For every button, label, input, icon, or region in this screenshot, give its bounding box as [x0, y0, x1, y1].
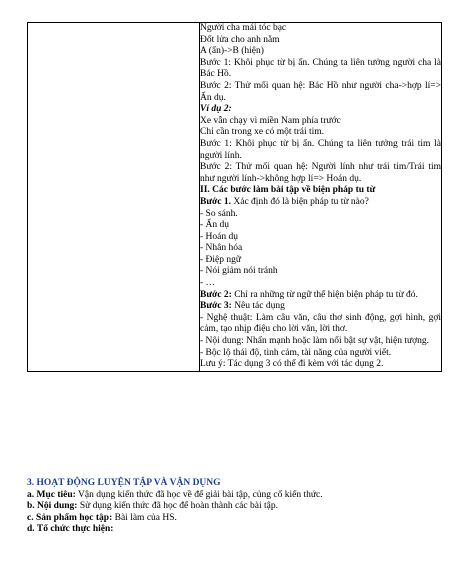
objective-line — [27, 490, 442, 502]
product-line — [27, 513, 442, 525]
poem-line: Chỉ cần trong xe có một trái tim. — [200, 127, 325, 138]
list-item: - Nội dung: Nhấn mạnh hoặc làm nổi bật sự vật, hiện tượng. — [200, 336, 430, 347]
example-heading: Ví dụ 2: — [200, 104, 232, 115]
step-text: Bước 2: Thử mối quan hệ: Người lính như trái tim/Trái tim như người lính->không hợp lí=> Hoán dụ. — [200, 162, 441, 184]
list-item: - Nói giảm nói tránh — [200, 266, 278, 277]
content-label: b. Nội dung: — [27, 501, 78, 512]
step-text: Bước 2: Thử mối quan hệ: Bác Hồ như người cha->hợp lí=> Ẩn dụ. — [200, 80, 441, 103]
organization-line — [27, 524, 442, 536]
step-body: Nêu tác dụng — [231, 301, 285, 312]
step-label: Bước 1. — [200, 196, 232, 207]
poem-line: Xe vẫn chạy vì miền Nam phía trước — [200, 115, 341, 126]
list-item: - Nhân hóa — [200, 243, 243, 254]
objective-text: Vận dụng kiến thức đã học về để giải bài tập, củng cố kiến thức. — [75, 489, 323, 500]
section-3 — [27, 478, 442, 536]
list-item: - … — [200, 278, 216, 289]
left-empty-cell — [28, 23, 200, 372]
poem-line: Đốt lửa cho anh nằm — [200, 34, 280, 45]
section-heading: II. Các bước làm bài tập về biện pháp tu từ — [200, 185, 376, 196]
list-item: - Ẩn dụ — [200, 220, 230, 231]
product-label: c. Sản phẩm học tập: — [27, 512, 113, 523]
content-line — [27, 501, 442, 513]
organization-label: d. Tổ chức thực hiện: — [27, 524, 114, 535]
step-body: Xác định đó là biện pháp tu từ nào? — [231, 196, 369, 207]
content-cell — [200, 23, 442, 372]
list-item: - So sánh. — [200, 208, 238, 219]
step-text — [200, 301, 441, 313]
table-row — [28, 23, 442, 372]
list-item: - Bộc lộ thái độ, tình cảm, tài năng của người viết. — [200, 347, 392, 358]
list-item: - Điệp ngữ — [200, 254, 242, 265]
objective-label: a. Mục tiêu: — [27, 489, 76, 500]
step-text: Bước 1: Khôi phục từ bị ẩn. Chúng ta liên tưởng người cha là Bác Hồ. — [200, 57, 441, 80]
list-item: - Nghệ thuật: Làm câu văn, câu thơ sinh động, gợi hình, gợi cảm, tạo nhịp điệu cho lời văn, lời thơ. — [200, 312, 441, 335]
step-text — [200, 197, 441, 209]
poem-line: Người cha mái tóc bạc — [200, 23, 287, 33]
step-label: Bước 2: — [200, 289, 232, 300]
content-text: Sử dụng kiến thức đã học để hoàn thành các bài tập. — [77, 501, 278, 512]
note-text: Lưu ý: Tác dụng 3 có thể đi kèm với tác dụng 2. — [200, 359, 384, 370]
list-item: - Hoán dụ — [200, 231, 238, 242]
product-text: Bài làm của HS. — [112, 512, 177, 523]
step-text: Bước 1: Khôi phục từ bị ẩn. Chúng ta liên tưởng trái tim là người lính. — [200, 138, 441, 161]
step-text — [200, 290, 441, 302]
step-label: Bước 3: — [200, 301, 232, 312]
lesson-table — [27, 22, 442, 372]
formula-line: A (ẩn)->B (hiện) — [200, 46, 264, 57]
step-body: Chỉ ra những từ ngữ thể hiện biện pháp tu từ đó. — [231, 289, 418, 300]
section-title: 3. HOẠT ĐỘNG LUYỆN TẬP VÀ VẬN DỤNG — [27, 478, 221, 488]
